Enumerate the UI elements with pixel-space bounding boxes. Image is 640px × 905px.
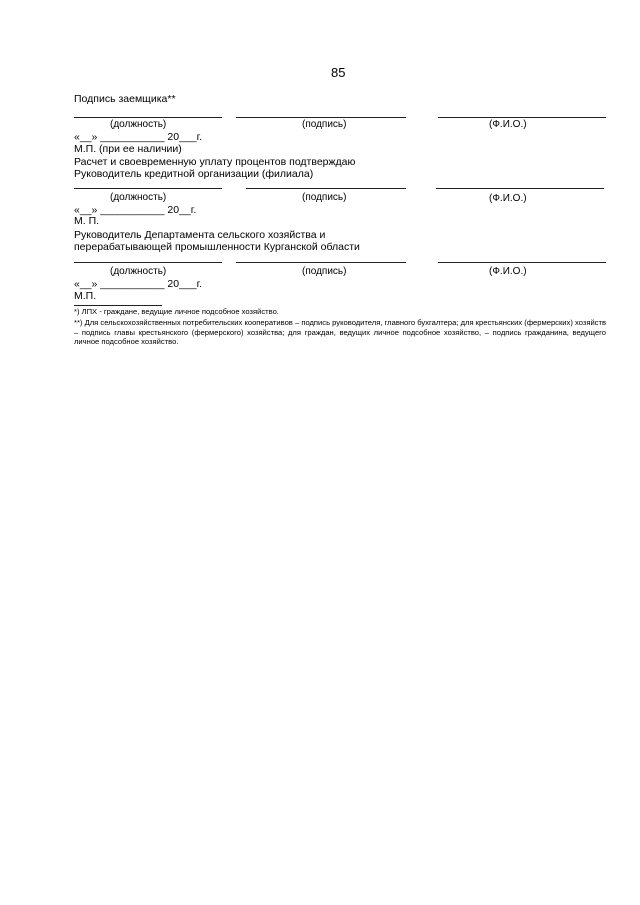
date-line: «__» ___________ 20__г. — [74, 204, 197, 216]
seal-line: М.П. (при ее наличии) — [74, 143, 182, 155]
name-caption: (Ф.И.О.) — [489, 119, 527, 130]
name-line — [438, 262, 606, 263]
signature-caption: (подпись) — [302, 266, 347, 277]
department-head-text-2: перерабатывающей промышленности Курганской области — [74, 241, 360, 253]
signature-caption: (подпись) — [302, 119, 347, 130]
signature-line — [246, 188, 406, 189]
name-caption: (Ф.И.О.) — [489, 266, 527, 277]
position-caption: (должность) — [110, 192, 167, 203]
signature-line — [236, 117, 406, 118]
date-line: «__» ___________ 20___г. — [74, 278, 203, 290]
name-line — [436, 188, 604, 189]
confirmation-text: Расчет и своевременную уплату процентов подтверждаю — [74, 156, 356, 168]
position-line — [74, 117, 222, 118]
signature-line — [236, 262, 406, 263]
footnote-separator — [74, 305, 162, 306]
footnote-2: **) Для сельскохозяйственных потребительских кооперативов – подпись руководителя, главного бухгалтера; для крестьянских (фермерских) хозяйств – подпись главы крестьянского (фермерского) хозяйства; для граждан, ведущих личное подсобное хозяйство, – подпись гражданина, ведущего личное подсобное хозяйство. — [74, 318, 606, 347]
position-caption: (должность) — [110, 119, 167, 130]
footnote-1: *) ЛПХ - граждане, ведущие личное подсобное хозяйство. — [74, 307, 279, 316]
bank-head-text: Руководитель кредитной организации (филиала) — [74, 168, 314, 180]
signature-caption: (подпись) — [302, 192, 347, 203]
date-line: «__» ___________ 20___г. — [74, 131, 203, 143]
seal-line: М.П. — [74, 290, 97, 302]
name-line — [438, 117, 606, 118]
department-head-text-1: Руководитель Департамента сельского хозяйства и — [74, 229, 326, 241]
position-line — [74, 188, 222, 189]
page-number: 85 — [331, 65, 346, 80]
position-caption: (должность) — [110, 266, 167, 277]
position-line — [74, 262, 222, 263]
seal-line: М. П. — [74, 215, 100, 227]
borrower-signature-label: Подпись заемщика** — [74, 93, 176, 105]
name-caption: (Ф.И.О.) — [489, 193, 527, 204]
